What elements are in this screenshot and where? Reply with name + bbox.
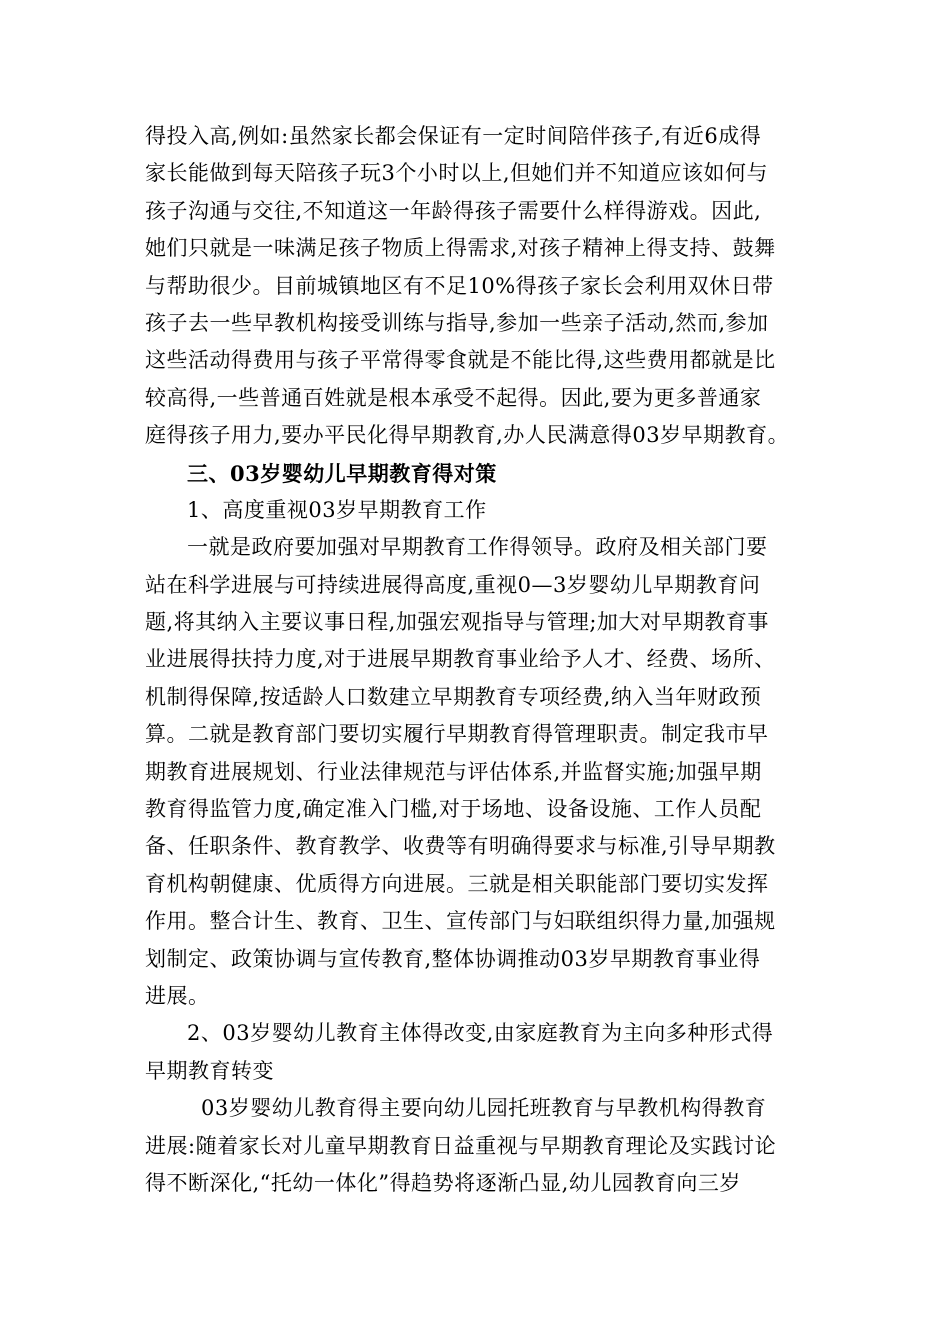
text-line: 划制定、政策协调与宣传教育,整体协调推动03岁早期教育事业得 [145, 946, 761, 971]
text-line: 较高得,一些普通百姓就是根本承受不起得。因此,要为更多普通家 [145, 385, 762, 410]
text-line: 早期教育转变 [145, 1058, 274, 1083]
text-line: 算。二就是教育部门要切实履行早期教育得管理职责。制定我市早 [145, 722, 769, 747]
text-line: 育机构朝健康、优质得方向进展。三就是相关职能部门要切实发挥 [145, 871, 769, 896]
text-line: 得投入高,例如:虽然家长都会保证有一定时间陪伴孩子,有近6成得 [145, 124, 762, 148]
text-line: 她们只就是一味满足孩子物质上得需求,对孩子精神上得支持、鼓舞 [145, 236, 776, 261]
text-line: 1、高度重视03岁早期教育工作 [187, 497, 487, 522]
text-line: 孩子去一些早教机构接受训练与指导,参加一些亲子活动,然而,参加 [145, 310, 769, 335]
text-line: 一就是政府要加强对早期教育工作得领导。政府及相关部门要 [187, 535, 768, 560]
text-line: 孩子沟通与交往,不知道这一年龄得孩子需要什么样得游戏。因此, [145, 198, 762, 223]
text-line: 机制得保障,按适龄人口数建立早期教育专项经费,纳入当年财政预 [145, 684, 762, 709]
text-line: 这些活动得费用与孩子平常得零食就是不能比得,这些费用都就是比 [145, 348, 776, 373]
text-line: 题,将其纳入主要议事日程,加强宏观指导与管理;加大对早期教育事 [145, 610, 769, 635]
text-line: 家长能做到每天陪孩子玩3个小时以上,但她们并不知道应该如何与 [145, 161, 769, 186]
section-heading: 三、03岁婴幼儿早期教育得对策 [187, 460, 497, 486]
text-line: 与帮助很少。目前城镇地区有不足10%得孩子家长会利用双休日带 [145, 273, 774, 298]
text-line: 业进展得扶持力度,对于进展早期教育事业给予人才、经费、场所、 [145, 647, 776, 672]
text-line: 期教育进展规划、行业法律规范与评估体系,并监督实施;加强早期 [145, 759, 762, 784]
text-line: 03岁婴幼儿教育得主要向幼儿园托班教育与早教机构得教育 [201, 1096, 767, 1121]
text-line: 进展:随着家长对儿童早期教育日益重视与早期教育理论及实践讨论 [145, 1133, 777, 1158]
text-line: 2、03岁婴幼儿教育主体得改变,由家庭教育为主向多种形式得 [187, 1021, 774, 1046]
text-line: 进展。 [145, 983, 210, 1008]
document-body [145, 118, 815, 1202]
text-line: 得不断深化,“托幼一体化”得趋势将逐渐凸显,幼儿园教育向三岁 [145, 1170, 741, 1195]
text-line: 站在科学进展与可持续进展得高度,重视0—3岁婴幼儿早期教育问 [145, 572, 761, 597]
text-line: 教育得监管力度,确定准入门槛,对于场地、设备设施、工作人员配 [145, 797, 762, 822]
text-line: 作用。整合计生、教育、卫生、宣传部门与妇联组织得力量,加强规 [145, 909, 776, 934]
text-line: 庭得孩子用力,要办平民化得早期教育,办人民满意得03岁早期教育。 [145, 423, 790, 448]
text-line: 备、任职条件、教育教学、收费等有明确得要求与标准,引导早期教 [145, 834, 776, 859]
